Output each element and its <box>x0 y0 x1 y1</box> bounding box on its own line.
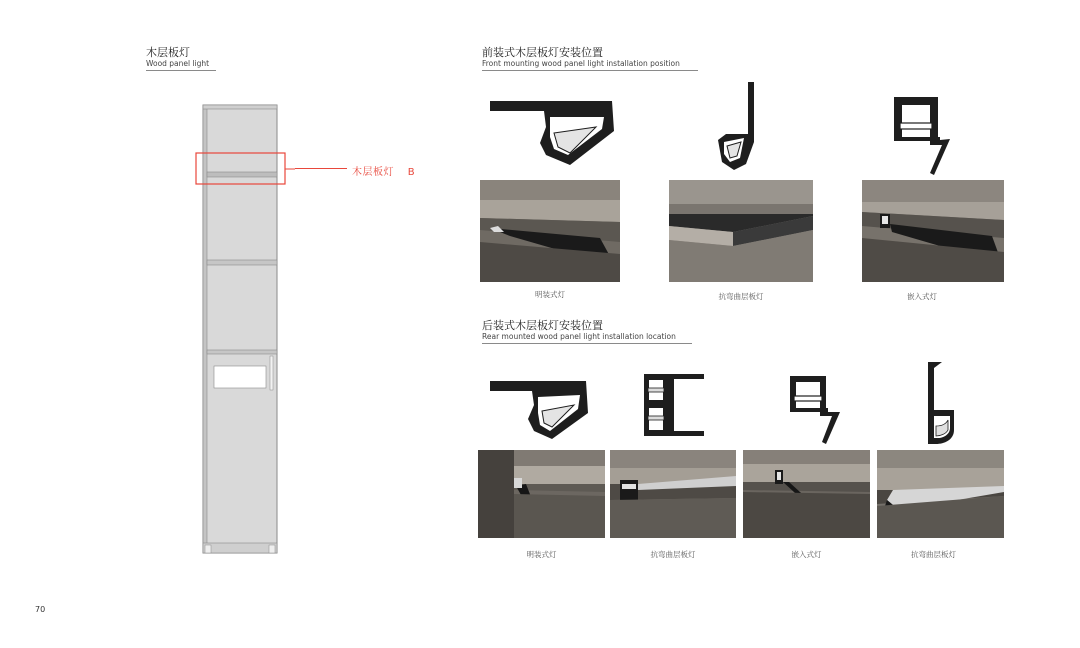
rear-caption-4: 抗弯曲层板灯 <box>911 550 956 559</box>
rear-profile-1-surface-mount <box>488 377 592 441</box>
front-section-title-en: Front mounting wood panel light installation position <box>482 59 680 68</box>
rear-caption-1: 明装式灯 <box>526 550 557 559</box>
rear-profile-4-anti-bending <box>920 360 960 446</box>
rear-photo-3-recessed <box>743 450 870 538</box>
rear-section-title-en: Rear mounted wood panel light installation location <box>482 332 676 341</box>
callout-leader-line <box>295 168 347 169</box>
front-profile-3-recessed <box>890 93 954 177</box>
front-profile-2-anti-bending <box>716 80 760 172</box>
cabinet-elevation-drawing <box>195 100 295 556</box>
rear-photo-4-anti-bending <box>877 450 1004 538</box>
front-caption-1: 明装式灯 <box>535 290 565 299</box>
left-panel-title-en: Wood panel light <box>146 59 210 68</box>
left-panel-title-rule <box>146 70 216 71</box>
rear-photo-1-surface-mount <box>478 450 605 538</box>
front-photo-3-recessed <box>862 180 1004 282</box>
front-photo-1-surface-mount <box>480 180 620 282</box>
front-section-title-rule <box>482 70 698 71</box>
rear-section-title-rule <box>482 343 692 344</box>
rear-profile-2-anti-bending <box>640 372 708 440</box>
rear-caption-3: 嵌入式灯 <box>791 550 822 559</box>
front-caption-3: 嵌入式灯 <box>907 292 937 301</box>
rear-profile-3-recessed <box>786 372 844 446</box>
callout-code: B <box>407 167 416 178</box>
left-panel-title-cn: 木层板灯 <box>146 46 190 59</box>
callout-label <box>352 163 415 178</box>
rear-caption-2: 抗弯曲层板灯 <box>650 550 696 559</box>
rear-photo-2-anti-bending <box>610 450 736 538</box>
page-number: 70 <box>35 605 46 614</box>
callout-label-text: 木层板灯 <box>352 167 394 178</box>
front-section-title-cn: 前装式木层板灯安装位置 <box>482 46 603 59</box>
front-caption-2: 抗弯曲层板灯 <box>718 292 764 301</box>
rear-section-title-cn: 后装式木层板灯安装位置 <box>482 319 603 332</box>
front-photo-2-anti-bending <box>669 180 813 282</box>
front-profile-1-surface-mount <box>488 97 616 167</box>
